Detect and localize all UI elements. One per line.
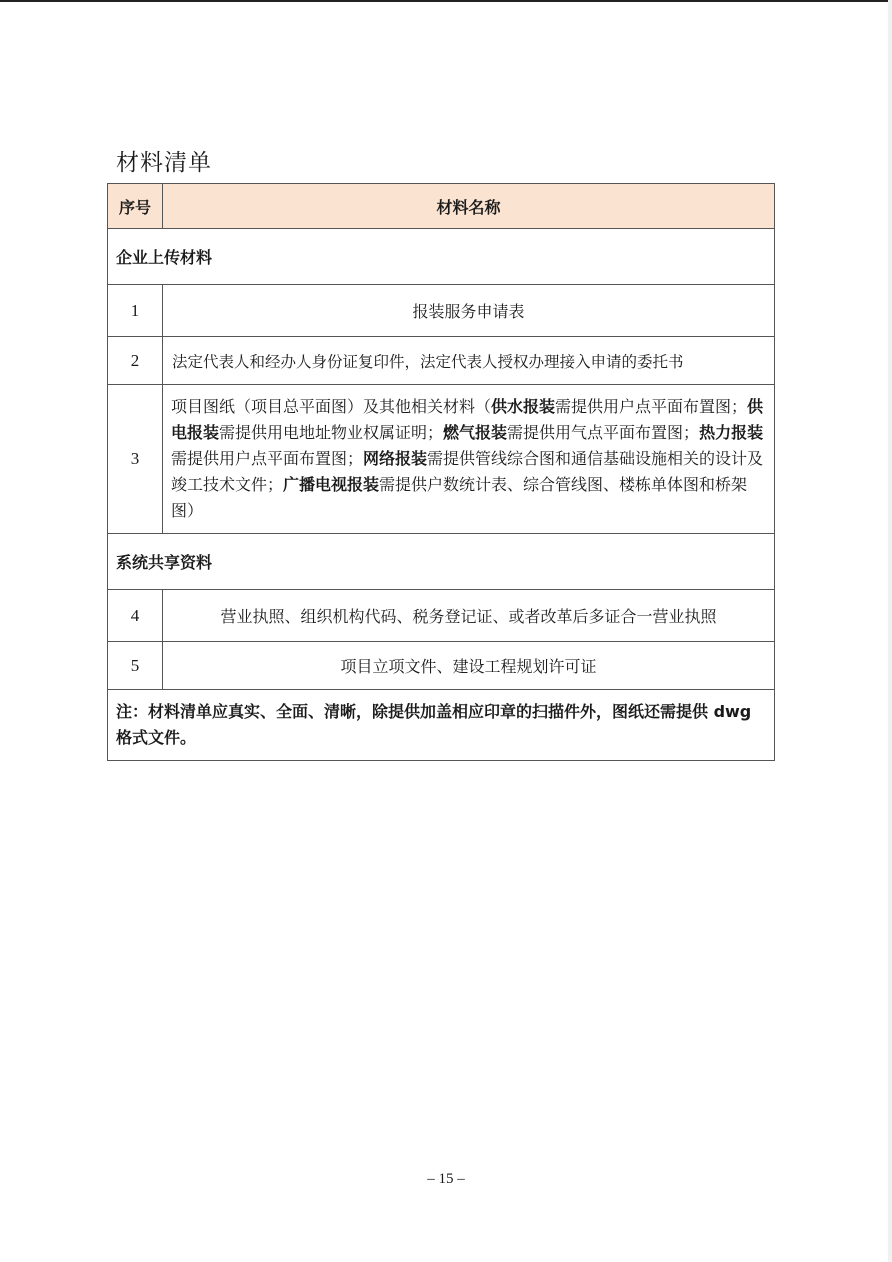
row-index: 4: [108, 590, 163, 642]
row-name-part: 需提供用户点平面布置图；: [171, 449, 364, 468]
page-top-border: [0, 0, 892, 2]
row-name-part: 需提供用气点平面布置图；: [507, 423, 700, 442]
page-title: 材料清单: [116, 150, 212, 176]
header-index: 序号: [108, 184, 163, 229]
header-name: 材料名称: [163, 184, 775, 229]
row-name-part: 项目图纸（项目总平面图）及其他相关材料（: [171, 397, 492, 416]
row-name-part-bold: 热力报装: [699, 423, 764, 442]
row-name-part-bold: 供水报装: [491, 397, 556, 416]
row-name-part-bold: 供电报装: [171, 397, 764, 442]
table-row: [108, 642, 775, 690]
row-name-part: 需提供户数统计表、综合管线图、楼栋单体图和桥架图）: [171, 475, 748, 520]
row-name: 法定代表人和经办人身份证复印件，法定代表人授权办理接入申请的委托书: [163, 337, 775, 385]
row-name-part-bold: 广播电视报装: [283, 475, 380, 494]
row-index: 1: [108, 285, 163, 337]
row-name: [163, 385, 775, 534]
table-header-row: [108, 184, 775, 229]
section-title-upload: 企业上传材料: [108, 229, 775, 285]
row-name: 报装服务申请表: [163, 285, 775, 337]
row-name: 营业执照、组织机构代码、税务登记证、或者改革后多证合一营业执照: [163, 590, 775, 642]
table-row: [108, 590, 775, 642]
row-name-part-bold: 燃气报装: [443, 423, 508, 442]
row-name-part-bold: 网络报装: [363, 449, 428, 468]
row-index: 3: [108, 385, 163, 534]
row-name-part: 需提供用户点平面布置图；: [555, 397, 748, 416]
row-name-part: 需提供用电地址物业权属证明；: [219, 423, 444, 442]
materials-table: [107, 183, 775, 761]
page-right-edge: [888, 0, 892, 1262]
row-index: 5: [108, 642, 163, 690]
section-row-upload: [108, 229, 775, 285]
row-index: 2: [108, 337, 163, 385]
table-row: [108, 385, 775, 534]
row-name-part: 需提供管线综合图和通信基础设施相关的设计及竣工技术文件；: [171, 449, 764, 494]
table-row: [108, 285, 775, 337]
table-row: [108, 337, 775, 385]
table-note: 注：材料清单应真实、全面、清晰，除提供加盖相应印章的扫描件外，图纸还需提供 dwg 格式文件。: [108, 690, 775, 761]
note-row: [108, 690, 775, 761]
row-name: 项目立项文件、建设工程规划许可证: [163, 642, 775, 690]
section-title-shared: 系统共享资料: [108, 534, 775, 590]
page-number: – 15 –: [427, 1171, 465, 1187]
section-row-shared: [108, 534, 775, 590]
